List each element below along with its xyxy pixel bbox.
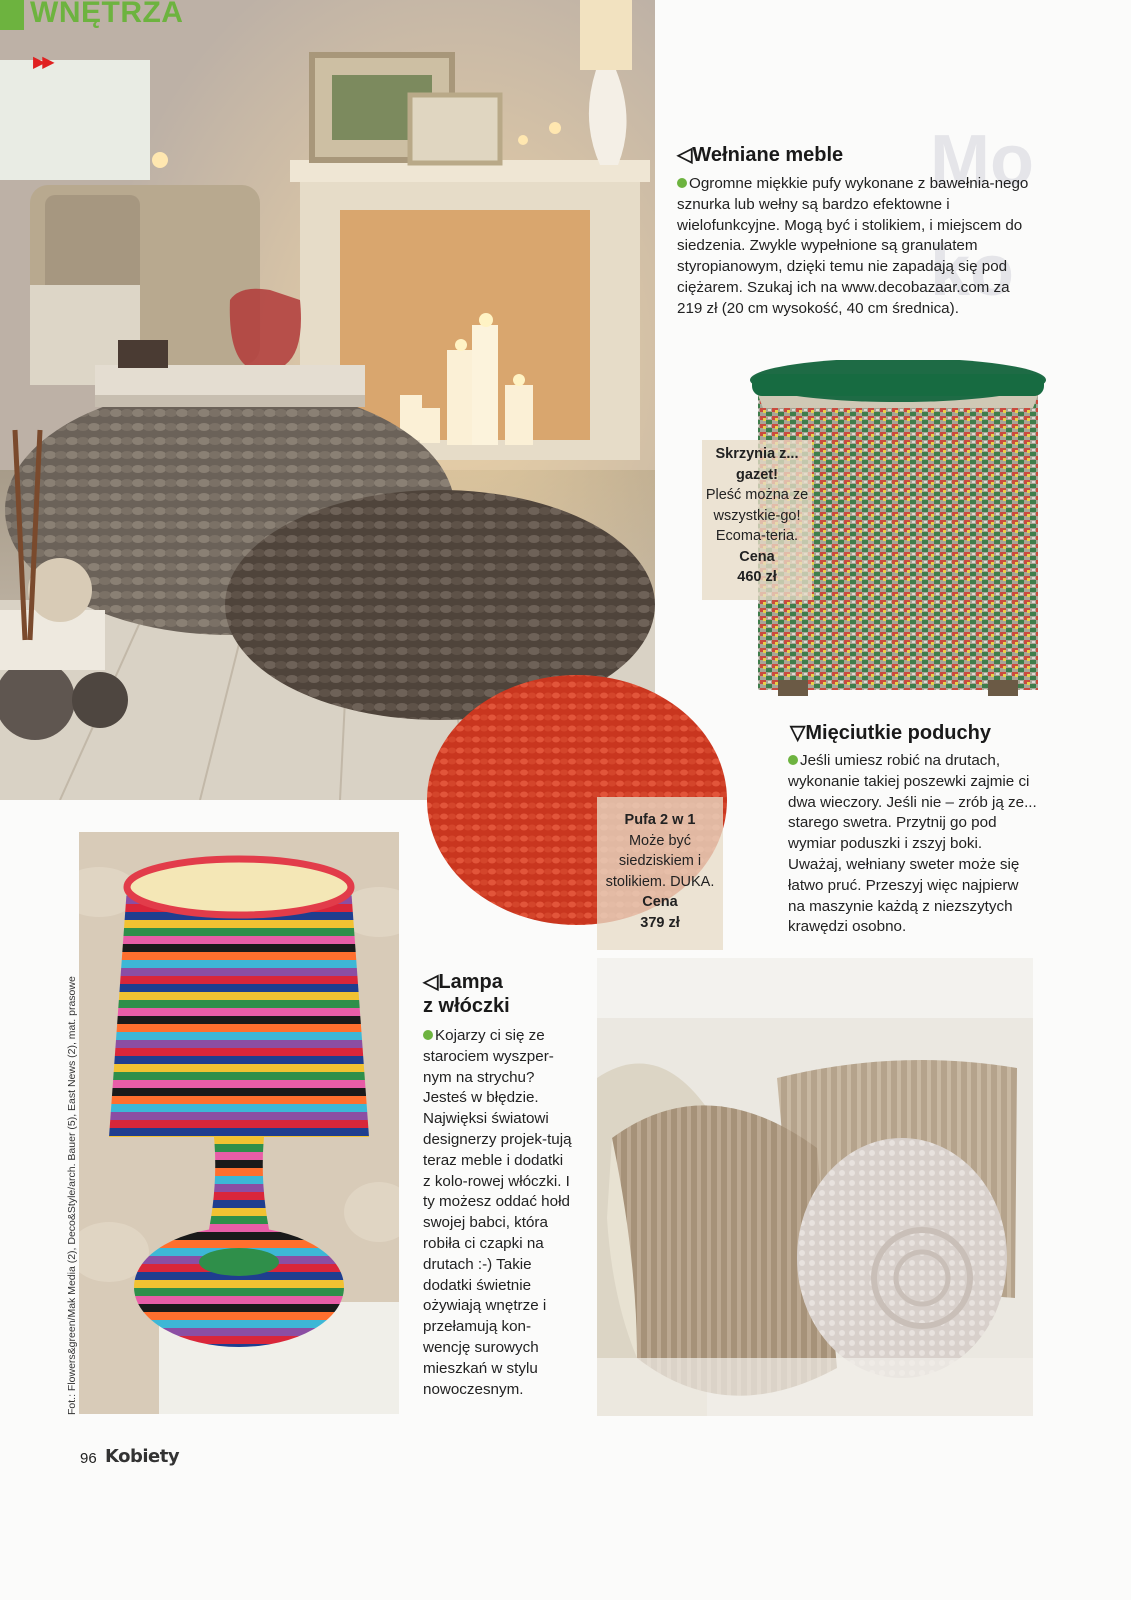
caption-basket-title: Skrzynia z... gazet! — [715, 446, 799, 483]
section-tag: WNĘTRZA — [30, 0, 184, 29]
heading-welniane-meble: ◁Wełniane meble — [677, 144, 844, 166]
caption-pouf-title: Pufa 2 w 1 — [624, 812, 696, 828]
magazine-logo: Kobiety — [105, 1446, 180, 1467]
article2-body — [788, 751, 1038, 938]
heading-lampa-line2: z włóczki — [423, 995, 510, 1017]
photo-crochet-lamp — [79, 832, 399, 1414]
caption-basket-text: Pleść można ze wszystkie-go! Ecoma-teria. — [705, 487, 809, 544]
bullet-dot-icon — [788, 755, 798, 765]
page-number: 96 — [80, 1450, 97, 1467]
double-arrow-icon: ▶▶ — [33, 54, 52, 71]
caption-basket-price-label: Cena — [739, 548, 775, 565]
photo-knitted-pillows — [597, 958, 1033, 1416]
article3-text: Kojarzy ci się ze starociem wyszper-nym na strychu? Jesteś w błędzie. Najwięksi światowi designerzy projek-tują teraz meble i dodatki z kolo-rowej włóczki. I ty możesz oddać hołd swojej babci, która robiła ci czapki na drutach :-) Takie dodatki świetnie ożywiają wnętrze i przełamują kon-wencję surowych mieszkań w stylu nowoczesnym. — [423, 1027, 572, 1398]
lamp-illustration — [79, 832, 399, 1414]
heading-mieciutkie-poduchy: ▽Mięciutkie poduchy — [790, 722, 991, 744]
bullet-dot-icon — [677, 178, 687, 188]
caption-basket-price: 460 zł — [737, 569, 777, 585]
caption-basket — [702, 440, 812, 600]
article1-body — [677, 174, 1037, 320]
pillows-illustration — [597, 958, 1033, 1416]
heading-lampa-line1: ◁Lampa — [423, 971, 503, 993]
caption-pouf-price-label: Cena — [642, 894, 678, 910]
article2-text: Jeśli umiesz robić na drutach, wykonanie takiej poszewki zajmie ci dwa wieczory. Jeśli nie – zrób ją ze... starego swetra. Przytnij go pod wymiar poduszki i zszyj boki. Uważaj, wełniany sweter może się łatwo pruć. Przeszyj więc najpierw na maszynie każdą z niezszytych krawędzi osobno. — [788, 752, 1037, 936]
caption-pouf-price: 379 zł — [640, 914, 680, 931]
bullet-dot-icon — [423, 1030, 433, 1040]
caption-pouf-text: Może być siedziskiem i stolikiem. DUKA. — [605, 832, 715, 890]
article3-body — [423, 1026, 573, 1400]
section-color-bar — [0, 0, 24, 30]
photo-credit: Fot.: Flowers&green/Mak Media (2), Deco&Style/arch. Bauer (5), East News (2), mat. prasowe — [66, 976, 78, 1415]
caption-pouf — [597, 797, 723, 950]
article1-text: Ogromne miękkie pufy wykonane z bawełnia-nego sznurka lub wełny są bardzo efektowne i wielofunkcyjne. Mogą być i stolikiem, i miejscem do siedzenia. Zwykle wypełnione są granulatem styropianowym, dzięki temu nie zapadają się pod ciężarem. Szukaj ich na www.decobazaar.com za 219 zł (20 cm wysokość, 40 cm średnica). — [677, 175, 1029, 317]
